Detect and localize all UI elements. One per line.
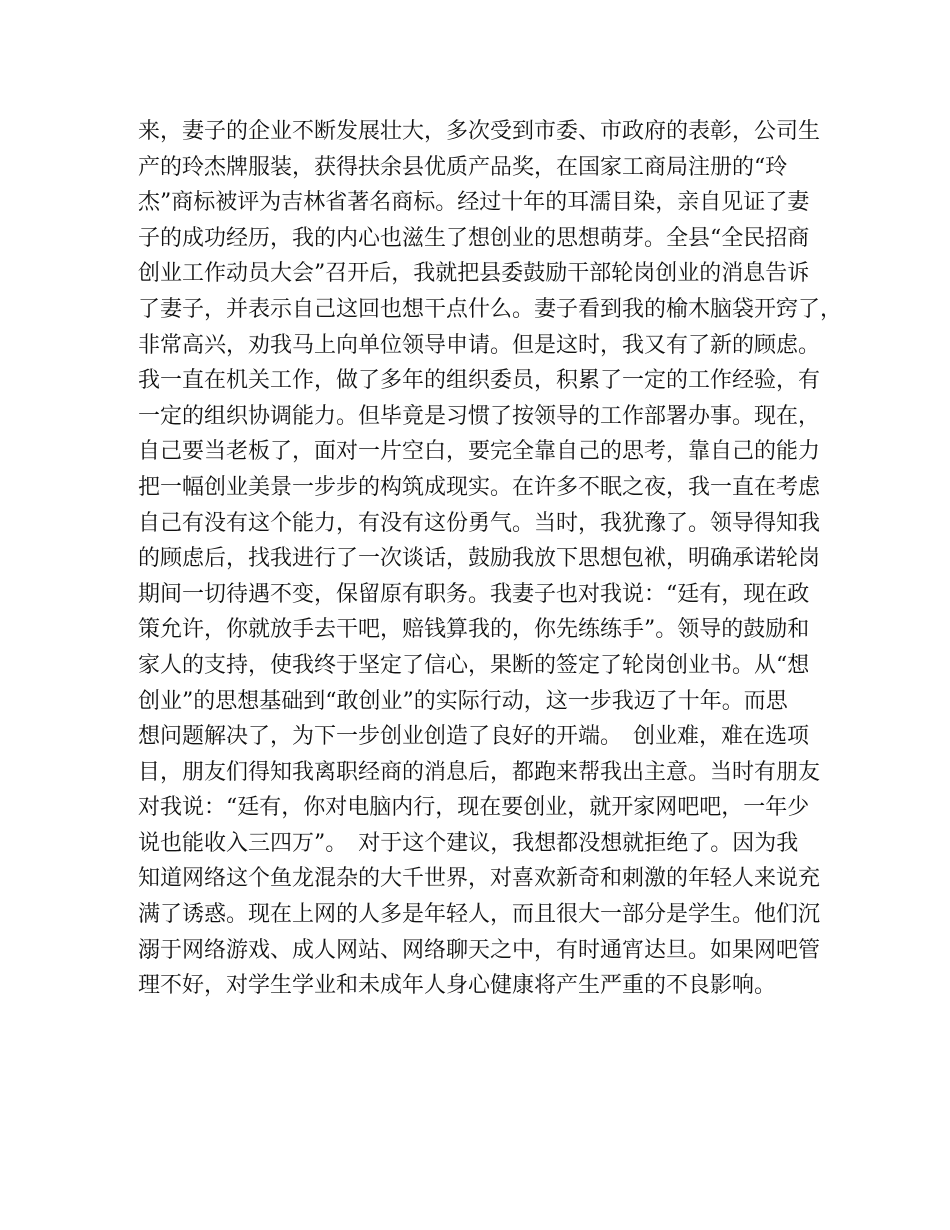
text-line: 了妻子，并表示自己这回也想干点什么。妻子看到我的榆木脑袋开窍了， [138,296,843,322]
body-text [138,114,843,1004]
text-line: 自己要当老板了，面对一片空白，要完全靠自己的思考，靠自己的能力 [138,439,821,465]
text-line: 满了诱惑。现在上网的人多是年轻人，而且很大一部分是学生。他们沉 [138,902,821,928]
text-line: 家人的支持，使我终于坚定了信心，果断的签定了轮岗创业书。从“想 [138,652,810,678]
text-line: 对我说：“廷有，你对电脑内行，现在要创业，就开家网吧吧，一年少 [138,795,810,821]
text-line: 期间一切待遇不变，保留原有职务。我妻子也对我说：“廷有，现在政 [138,581,810,607]
text-line: 策允许，你就放手去干吧，赔钱算我的，你先练练手”。领导的鼓励和 [138,617,810,643]
text-line: 想问题解决了，为下一步创业创造了良好的开端。 创业难，难在选项 [138,724,810,750]
text-line: 目，朋友们得知我离职经商的消息后，都跑来帮我出主意。当时有朋友 [138,759,821,785]
text-line: 我一直在机关工作，做了多年的组织委员，积累了一定的工作经验，有 [138,368,821,394]
text-line: 一定的组织协调能力。但毕竟是习惯了按领导的工作部署办事。现在， [138,403,821,429]
text-line: 创业”的思想基础到“敢创业”的实际行动，这一步我迈了十年。而思 [138,688,788,714]
text-line: 产的玲杰牌服装，获得扶余县优质产品奖，在国家工商局注册的“玲 [138,154,788,180]
text-line: 的顾虑后，找我进行了一次谈话，鼓励我放下思想包袱，明确承诺轮岗 [138,546,821,572]
text-line: 创业工作动员大会”召开后，我就把县委鼓励干部轮岗创业的消息告诉 [138,261,810,287]
text-line: 来，妻子的企业不断发展壮大，多次受到市委、市政府的表彰，公司生 [138,119,821,144]
text-line: 把一幅创业美景一步步的构筑成现实。在许多不眠之夜，我一直在考虑 [138,474,821,500]
text-line: 知道网络这个鱼龙混杂的大千世界，对喜欢新奇和刺激的年轻人来说充 [138,866,821,892]
text-line: 理不好，对学生学业和未成年人身心健康将产生严重的不良影响。 [138,973,777,999]
text-line: 杰”商标被评为吉林省著名商标。经过十年的耳濡目染，亲自见证了妻 [138,190,810,216]
text-line: 说也能收入三四万”。 对于这个建议，我想都没想就拒绝了。因为我 [138,830,799,856]
text-line: 溺于网络游戏、成人网站、网络聊天之中，有时通宵达旦。如果网吧管 [138,937,821,963]
text-line: 非常高兴，劝我马上向单位领导申请。但是这时，我又有了新的顾虑。 [138,332,821,358]
text-line: 子的成功经历，我的内心也滋生了想创业的思想萌芽。全县“全民招商 [138,225,810,251]
text-line: 自己有没有这个能力，有没有这份勇气。当时，我犹豫了。领导得知我 [138,510,821,536]
